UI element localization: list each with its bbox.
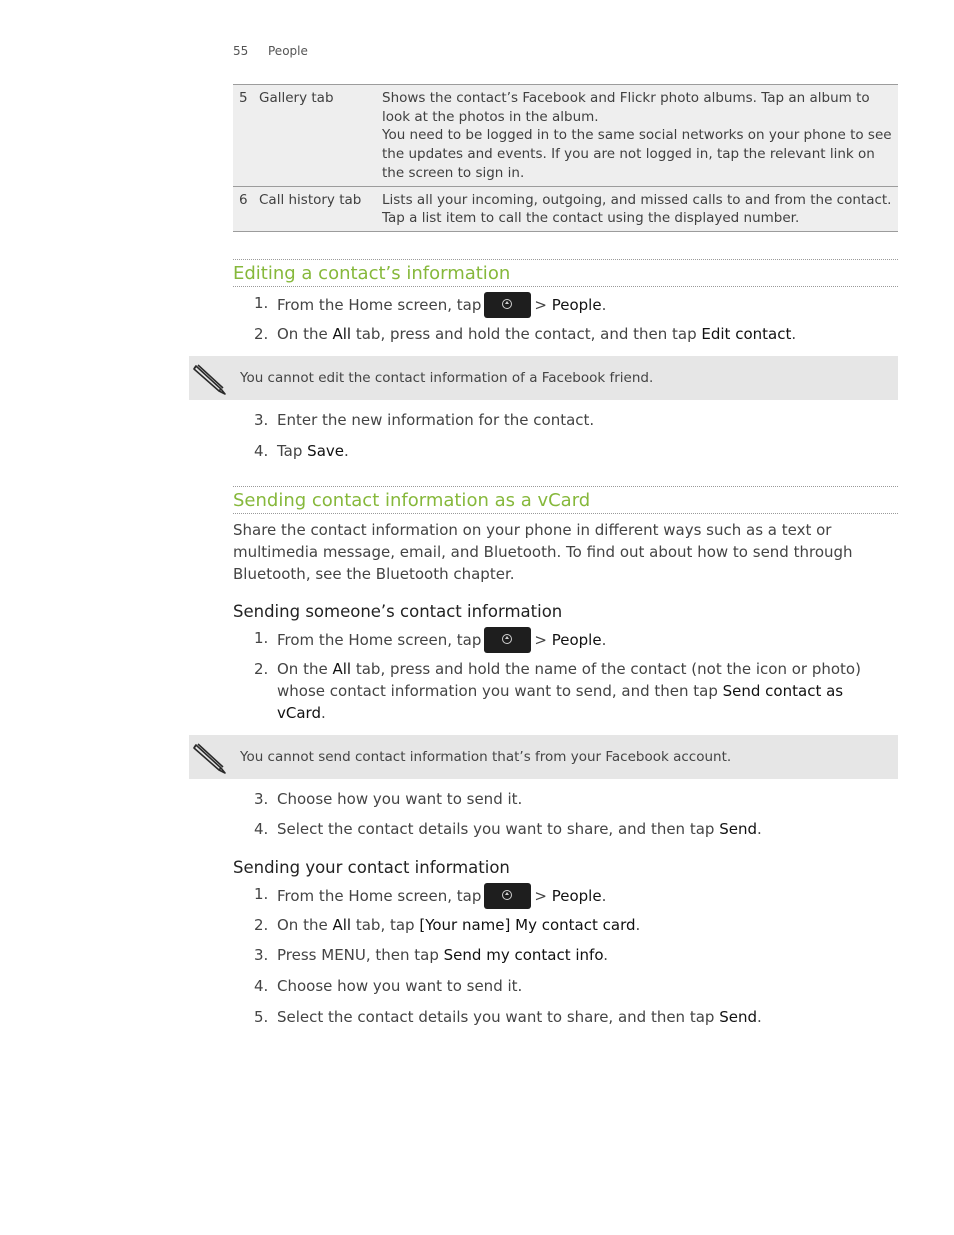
yours-step-1 [254, 883, 874, 909]
ui-term: All [332, 660, 352, 678]
step-text: > [534, 296, 552, 314]
row-label: Call history tab [253, 186, 379, 231]
someone-step-2 [254, 658, 874, 724]
note-box [189, 735, 898, 779]
vcard-intro: Share the contact information on your phone in different ways such as a text or multimedia message, email, and Bluetooth. To find out about how to send through Bluetooth, see the Bluetooth chapter. [233, 521, 853, 583]
step-number: 2. [254, 916, 269, 934]
step-text: On the [277, 660, 333, 678]
desc-line: Lists all your incoming, outgoing, and missed calls to and from the contact. Tap a list item to call the contact using the displayed number. [382, 191, 892, 227]
section-title-editing: Editing a contact’s information [233, 259, 898, 287]
step-text: . [756, 820, 762, 838]
step-number: 3. [254, 411, 269, 429]
step-text: From the Home screen, tap [277, 296, 482, 314]
step-number: 1. [254, 294, 269, 312]
yours-step-3 [254, 944, 874, 966]
row-description [379, 85, 898, 187]
desc-line: You need to be logged in to the same social networks on your phone to see the updates and events. If you are not logged in, tap the relevant link on the screen to sign in. [382, 127, 892, 181]
edit-step-4 [254, 440, 874, 462]
all-apps-button-icon[interactable] [484, 292, 531, 318]
ui-term: [Your name] My contact card [419, 916, 636, 934]
row-number: 5 [233, 85, 253, 187]
yours-step-4 [254, 975, 874, 997]
step-number: 4. [254, 820, 269, 838]
section-title-vcard: Sending contact information as a vCard [233, 486, 898, 514]
page-header [233, 44, 308, 58]
step-text: > [534, 631, 552, 649]
step-text: . [635, 916, 641, 934]
step-text: Choose how you want to send it. [277, 790, 523, 808]
ui-term: Save [307, 442, 344, 460]
step-text: . [601, 296, 607, 314]
step-number: 3. [254, 790, 269, 808]
step-text: . [344, 442, 349, 460]
note-box [189, 356, 898, 400]
edit-step-1 [254, 292, 874, 318]
chapter-name: People [268, 44, 308, 58]
step-text: tab, tap [351, 916, 420, 934]
step-text: Choose how you want to send it. [277, 977, 523, 995]
step-number: 4. [254, 442, 269, 460]
desc-line: Shows the contact’s Facebook and Flickr photo albums. Tap an album to look at the photos in the album. [382, 90, 870, 125]
people-link: People [551, 296, 602, 314]
step-text: . [791, 325, 797, 343]
step-text: Tap [277, 442, 308, 460]
step-number: 4. [254, 977, 269, 995]
step-text: . [601, 887, 607, 905]
row-description [379, 186, 898, 231]
step-text: . [603, 946, 609, 964]
people-link: People [551, 631, 602, 649]
step-text: tab, press and hold the name of the contact (not the icon or photo) whose contact information you want to send, and then tap [277, 660, 861, 700]
ui-term: Send [719, 1008, 757, 1026]
step-text: Select the contact details you want to share, and then tap [277, 820, 720, 838]
step-text: On the [277, 325, 333, 343]
note-text: You cannot edit the contact information of a Facebook friend. [240, 370, 654, 386]
row-label: Gallery tab [253, 85, 379, 187]
step-text: From the Home screen, tap [277, 887, 482, 905]
people-link: People [551, 887, 602, 905]
pencil-icon [192, 362, 228, 396]
step-text: Press MENU, then tap [277, 946, 444, 964]
someone-step-1 [254, 627, 874, 653]
subheading-yours: Sending your contact information [233, 858, 510, 877]
ui-term: All [332, 325, 352, 343]
ui-term: Send contact as vCard [277, 682, 844, 722]
ui-term: Edit contact [701, 325, 792, 343]
step-text: . [320, 704, 326, 722]
table-row [233, 85, 898, 187]
tabs-table [233, 84, 898, 232]
step-number: 2. [254, 660, 269, 678]
step-text: On the [277, 916, 333, 934]
yours-step-2 [254, 914, 874, 936]
step-text: tab, press and hold the contact, and then tap [351, 325, 702, 343]
step-text: Select the contact details you want to share, and then tap [277, 1008, 720, 1026]
step-text: . [601, 631, 607, 649]
step-number: 3. [254, 946, 269, 964]
ui-term: Send [719, 820, 757, 838]
note-text: You cannot send contact information that’s from your Facebook account. [240, 749, 732, 765]
step-number: 1. [254, 629, 269, 647]
subheading-someone: Sending someone’s contact information [233, 602, 563, 621]
pencil-icon [192, 741, 228, 775]
ui-term: All [332, 916, 352, 934]
all-apps-button-icon[interactable] [484, 627, 531, 653]
someone-step-3 [254, 788, 874, 810]
step-text: > [534, 887, 552, 905]
someone-step-4 [254, 818, 874, 840]
yours-step-5 [254, 1006, 874, 1028]
edit-step-2 [254, 323, 874, 345]
step-number: 5. [254, 1008, 269, 1026]
step-number: 1. [254, 885, 269, 903]
ui-term: Send my contact info [443, 946, 604, 964]
row-number: 6 [233, 186, 253, 231]
page-number: 55 [233, 44, 249, 58]
edit-step-3 [254, 409, 874, 431]
step-text: . [756, 1008, 762, 1026]
table-row [233, 186, 898, 231]
all-apps-button-icon[interactable] [484, 883, 531, 909]
step-number: 2. [254, 325, 269, 343]
step-text: Enter the new information for the contact. [277, 411, 595, 429]
step-text: From the Home screen, tap [277, 631, 482, 649]
